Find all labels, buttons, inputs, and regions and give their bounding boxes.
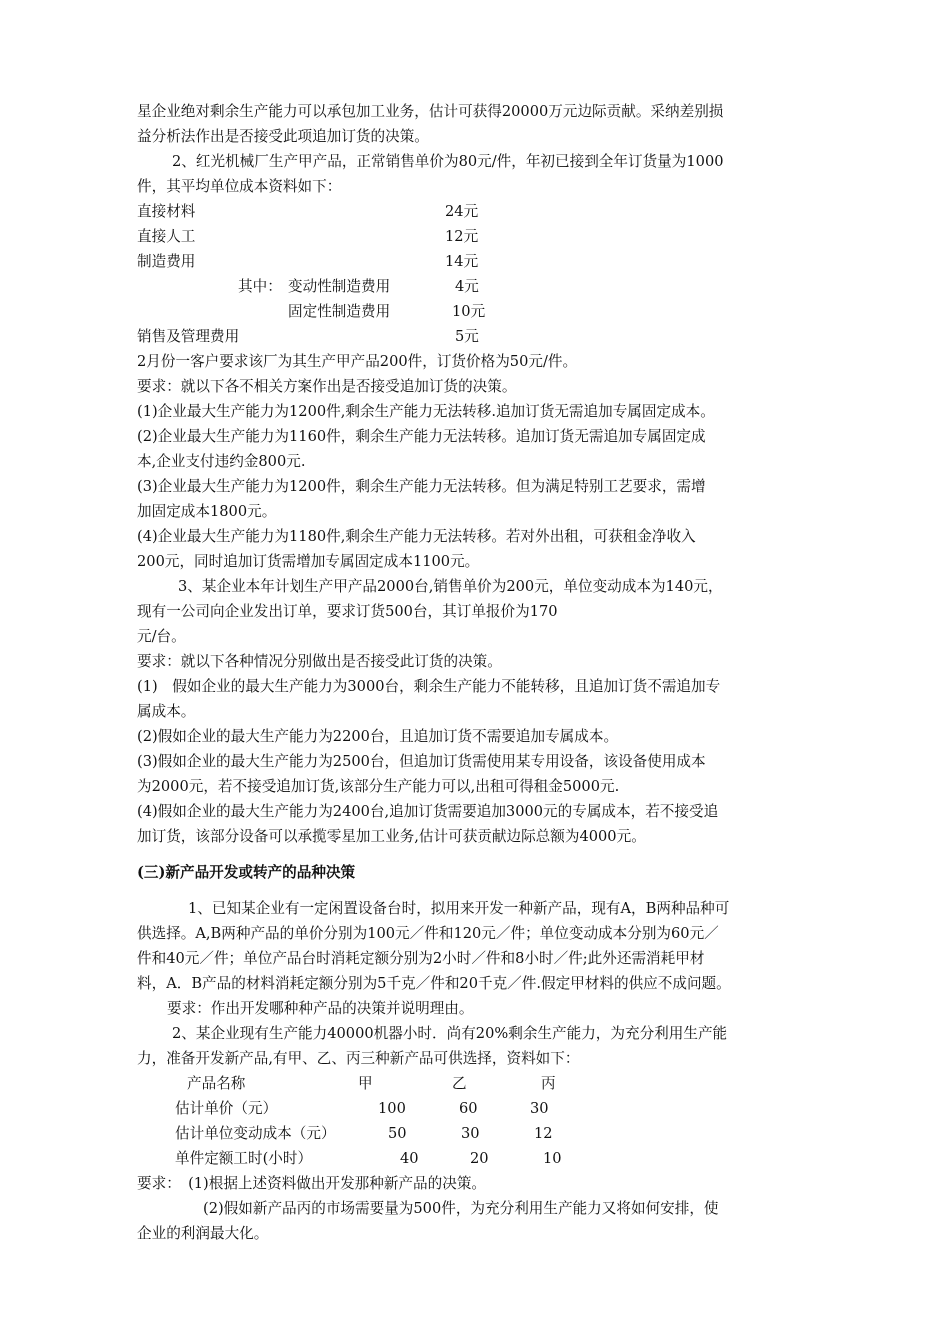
cost-value: 4元 <box>455 278 479 295</box>
case-line: 本,企业支付违约金800元. <box>137 453 306 470</box>
requirement-line: 要求：就以下各种情况分别做出是否接受此订货的决策。 <box>137 653 502 670</box>
text-line: 星企业绝对剩余生产能力可以承包加工业务，估计可获得20000万元边际贡献。采纳差别损 <box>137 103 724 120</box>
cost-item: 制造费用 <box>137 253 196 270</box>
text-line: 件，其平均单位成本资料如下： <box>137 178 342 195</box>
requirement-line: 要求：作出开发哪种种产品的决策并说明理由。 <box>167 1000 474 1017</box>
table-cell: 60 <box>459 1100 478 1117</box>
requirement-line: (2)假如新产品丙的市场需要量为500件，为充分利用生产能力又将如何安排，使 <box>203 1200 719 1217</box>
paragraph-line: 力，准备开发新产品,有甲、乙、丙三种新产品可供选择，资料如下： <box>137 1050 580 1067</box>
table-row-label: 估计单价（元） <box>175 1100 278 1117</box>
case-line: 加固定成本1800元。 <box>137 503 277 520</box>
cost-value: 10元 <box>452 303 486 320</box>
case-line: (1)企业最大生产能力为1200件,剩余生产能力无法转移.追加订货无需追加专属固定成本。 <box>137 403 715 420</box>
cost-item: 变动性制造费用 <box>288 278 391 295</box>
table-header: 乙 <box>452 1075 467 1092</box>
cost-value: 24元 <box>445 203 479 220</box>
text-line: 现有一公司向企业发出订单，要求订货500台，其订单报价为170 <box>137 603 558 620</box>
requirement-line: 要求： (1)根据上述资料做出开发那种新产品的决策。 <box>137 1175 487 1192</box>
cost-item: 直接材料 <box>137 203 196 220</box>
paragraph-line: 1、已知某企业有一定闲置设备台时，拟用来开发一种新产品，现有A，B两种品种可 <box>188 900 730 917</box>
text-line: 益分析法作出是否接受此项追加订货的决策。 <box>137 128 429 145</box>
text-line: 2月份一客户要求该厂为其生产甲产品200件，订货价格为50元/件。 <box>137 353 578 370</box>
table-cell: 50 <box>388 1125 407 1142</box>
requirement-line: 要求：就以下各不相关方案作出是否接受追加订货的决策。 <box>137 378 517 395</box>
paragraph-line: 供选择。A,B两种产品的单价分别为100元／件和120元／件；单位变动成本分别为60元／ <box>137 925 719 942</box>
case-line: 属成本。 <box>137 703 196 720</box>
cost-prefix: 其中： <box>238 278 282 295</box>
table-cell: 40 <box>400 1150 419 1167</box>
table-cell: 12 <box>534 1125 553 1142</box>
cost-value: 12元 <box>445 228 479 245</box>
q2-intro: 2、红光机械厂生产甲产品，正常销售单价为80元/件，年初已接到全年订货量为1000 <box>172 153 724 170</box>
paragraph-line: 件和40元／件；单位产品台时消耗定额分别为2小时／件和8小时／件;此外还需消耗甲材 <box>137 950 705 967</box>
paragraph-line: 2、某企业现有生产能力40000机器小时．尚有20%剩余生产能力，为充分利用生产能 <box>172 1025 728 1042</box>
case-line: 加订货，该部分设备可以承揽零星加工业务,估计可获贡献边际总额为4000元。 <box>137 828 646 845</box>
table-cell: 100 <box>378 1100 406 1117</box>
table-row-label: 单件定额工时(小时） <box>175 1150 313 1167</box>
cost-value: 14元 <box>445 253 479 270</box>
case-line: 为2000元，若不接受追加订货,该部分生产能力可以,出租可得租金5000元. <box>137 778 620 795</box>
table-cell: 10 <box>543 1150 562 1167</box>
requirement-line: 企业的利润最大化。 <box>137 1225 269 1242</box>
table-cell: 30 <box>530 1100 549 1117</box>
cost-item: 销售及管理费用 <box>137 328 240 345</box>
case-line: (3)假如企业的最大生产能力为2500台，但追加订货需使用某专用设备，该设备使用成本 <box>137 753 706 770</box>
cost-value: 5元 <box>455 328 479 345</box>
paragraph-line: 料，A．B产品的材料消耗定额分别为5千克／件和20千克／件.假定甲材料的供应不成问题。 <box>137 975 731 992</box>
table-header: 丙 <box>541 1075 556 1092</box>
table-cell: 30 <box>461 1125 480 1142</box>
case-line: (2)企业最大生产能力为1160件，剩余生产能力无法转移。追加订货无需追加专属固定成 <box>137 428 706 445</box>
cost-item: 直接人工 <box>137 228 196 245</box>
q3-intro: 3、某企业本年计划生产甲产品2000台,销售单价为200元，单位变动成本为140元， <box>178 578 723 595</box>
case-line: (2)假如企业的最大生产能力为2200台，且追加订货不需要追加专属成本。 <box>137 728 619 745</box>
case-line: (4)企业最大生产能力为1180件,剩余生产能力无法转移。若对外出租，可获租金净收入 <box>137 528 696 545</box>
section-heading: (三)新产品开发或转产的品种决策 <box>137 864 356 881</box>
table-row-label: 估计单位变动成本（元） <box>175 1125 336 1142</box>
table-cell: 20 <box>470 1150 489 1167</box>
case-line: 200元，同时追加订货需增加专属固定成本1100元。 <box>137 553 480 570</box>
case-line: (3)企业最大生产能力为1200件，剩余生产能力无法转移。但为满足特别工艺要求，需增 <box>137 478 706 495</box>
text-line: 元/台。 <box>137 628 186 645</box>
case-line: (1) 假如企业的最大生产能力为3000台，剩余生产能力不能转移，且追加订货不需追加专 <box>137 678 721 695</box>
table-header: 甲 <box>358 1075 373 1092</box>
case-line: (4)假如企业的最大生产能力为2400台,追加订货需要追加3000元的专属成本，若不接受追 <box>137 803 719 820</box>
cost-item: 固定性制造费用 <box>288 303 391 320</box>
table-header: 产品名称 <box>187 1075 246 1092</box>
